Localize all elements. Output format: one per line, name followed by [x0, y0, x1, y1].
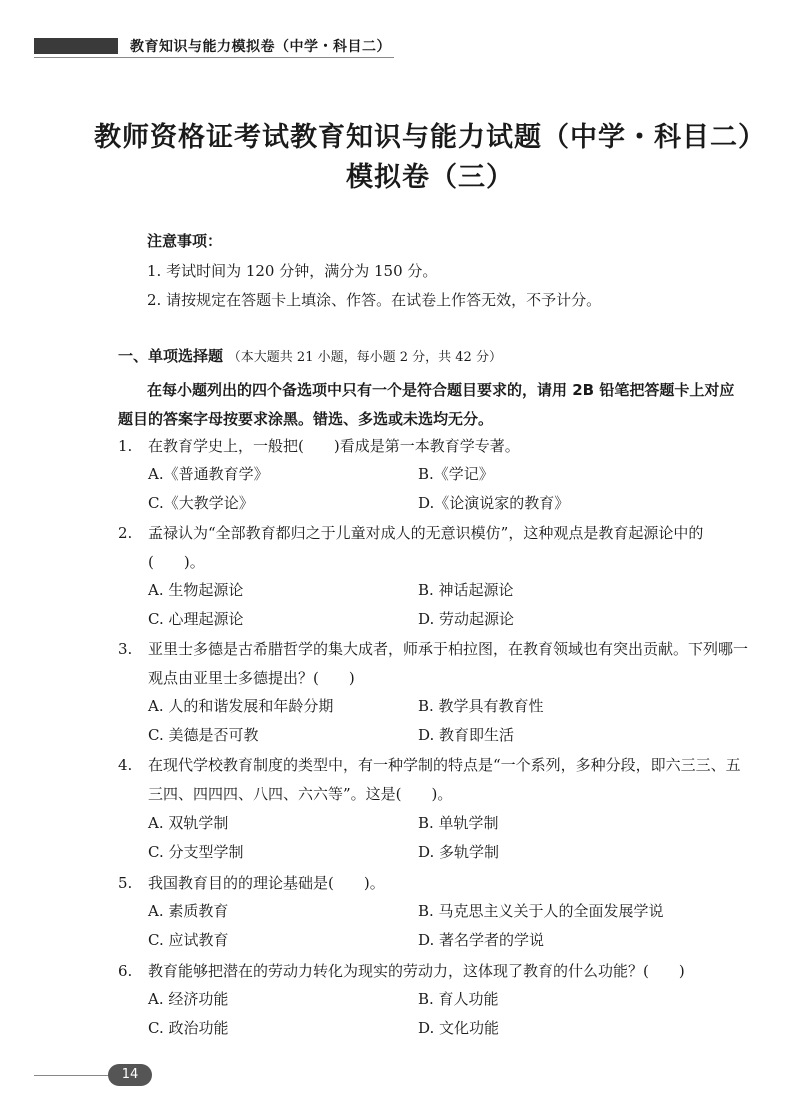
- exam-subtitle: 模拟卷（三）: [346, 162, 514, 193]
- option: B. 单轨学制: [418, 814, 499, 832]
- question-number: 4.: [118, 756, 133, 774]
- header-bar-decoration: [34, 38, 118, 54]
- section-instruction: 在每小题列出的四个备选项中只有一个是符合题目要求的，请用 2B 铅笔把答题卡上对应题目的答案字母按要求涂黑。错选、多选或未选均无分。: [118, 381, 735, 428]
- question-number: 1.: [118, 437, 133, 455]
- question: [118, 432, 748, 461]
- option: B. 马克思主义关于人的全面发展学说: [418, 902, 664, 920]
- option: C. 分支型学制: [148, 843, 244, 861]
- question-stem: 我国教育目的的理论基础是( )。: [148, 874, 385, 892]
- option: C. 美德是否可教: [148, 726, 259, 744]
- option: A. 生物起源论: [148, 581, 244, 599]
- question-number: 6.: [118, 962, 133, 980]
- option: C. 政治功能: [148, 1019, 229, 1037]
- question-number: 3.: [118, 640, 133, 658]
- option: B. 育人功能: [418, 990, 499, 1008]
- option: B.《学记》: [418, 465, 494, 483]
- option: C.《大教学论》: [148, 494, 254, 512]
- question-stem: 在现代学校教育制度的类型中，有一种学制的特点是“一个系列，多种分段，即六三三、五三四、四四四、八四、六六等”。这是( )。: [148, 756, 741, 803]
- note-item: 2. 请按规定在答题卡上填涂、作答。在试卷上作答无效，不予计分。: [147, 291, 602, 309]
- question: [118, 957, 748, 986]
- question-stem: 教育能够把潜在的劳动力转化为现实的劳动力，这体现了教育的什么功能？( ): [148, 962, 685, 980]
- option: C. 应试教育: [148, 931, 229, 949]
- note-item: 1. 考试时间为 120 分钟，满分为 150 分。: [147, 262, 438, 280]
- section-heading: [118, 345, 502, 366]
- option: C. 心理起源论: [148, 610, 244, 628]
- question: [118, 519, 748, 577]
- option: D.《论演说家的教育》: [418, 494, 570, 512]
- question: [118, 751, 748, 809]
- option: A. 经济功能: [148, 990, 229, 1008]
- notes-heading: 注意事项：: [147, 232, 223, 250]
- option: D. 多轨学制: [418, 843, 500, 861]
- option: A. 双轨学制: [148, 814, 229, 832]
- question-stem: 孟禄认为“全部教育都归之于儿童对成人的无意识模仿”，这种观点是教育起源论中的( )。: [148, 524, 704, 571]
- option: D. 著名学者的学说: [418, 931, 545, 949]
- option: B. 神话起源论: [418, 581, 514, 599]
- option: B. 教学具有教育性: [418, 697, 544, 715]
- option: A.《普通教育学》: [148, 465, 269, 483]
- question: [118, 869, 748, 898]
- header-rule: [34, 57, 394, 58]
- exam-title: 教师资格证考试教育知识与能力试题（中学・科目二）: [94, 122, 766, 153]
- question-stem: 亚里士多德是古希腊哲学的集大成者，师承于柏拉图，在教育领域也有突出贡献。下列哪一观点由亚里士多德提出？( ): [148, 640, 749, 687]
- option: D. 教育即生活: [418, 726, 515, 744]
- question-number: 2.: [118, 524, 133, 542]
- option: A. 人的和谐发展和年龄分期: [148, 697, 334, 715]
- option: D. 文化功能: [418, 1019, 500, 1037]
- section-note: （本大题共 21 小题，每小题 2 分，共 42 分）: [227, 350, 502, 365]
- running-header: 教育知识与能力模拟卷（中学・科目二）: [130, 39, 391, 55]
- section-title: 一、单项选择题: [118, 347, 224, 365]
- question: [118, 635, 748, 693]
- option: A. 素质教育: [148, 902, 229, 920]
- question-number: 5.: [118, 874, 133, 892]
- option: D. 劳动起源论: [418, 610, 515, 628]
- page-number: 14: [108, 1064, 152, 1086]
- question-stem: 在教育学史上，一般把( )看成是第一本教育学专著。: [148, 437, 520, 455]
